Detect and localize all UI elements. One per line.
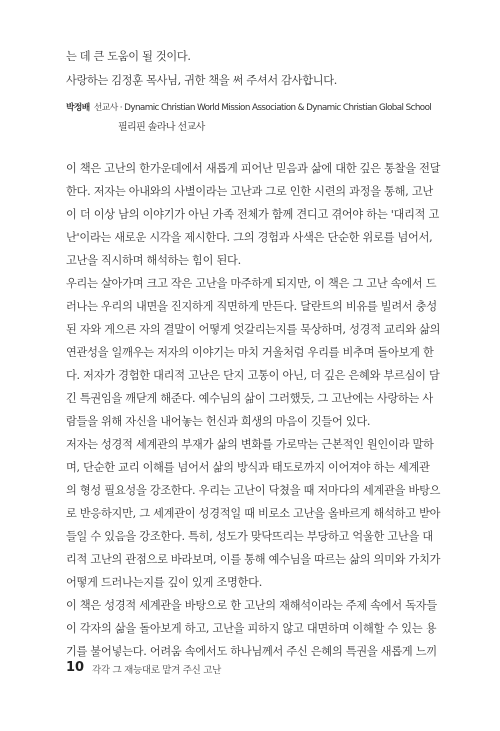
body-line: 된 자와 게으른 자의 결말이 어떻게 엇갈리는지를 묵상하며, 성경적 교리와 삶의 [66,323,441,336]
body-line: 다. 저자가 경험한 대리적 고난은 단지 고통이 아닌, 더 깊은 은혜와 부르심이 담 [66,369,440,382]
author-name: 박정배 [66,103,90,113]
body-line: 로 반응하지만, 그 세계관이 성경적일 때 비로소 고난을 올바르게 해석하고 받아 [66,507,441,520]
body-line: 연관성을 일깨우는 저자의 이야기는 마치 거울처럼 우리를 비추며 돌아보게 한 [66,346,434,359]
body-line: 며, 단순한 교리 이해를 넘어서 삶의 방식과 태도로까지 이어져야 하는 세계관 [66,461,430,474]
author-credit [66,100,431,113]
body-line: 고난을 직시하며 해석하는 힘이 된다. [66,254,241,267]
body-line: 긴 특권임을 깨닫게 해준다. 예수님의 삶이 그러했듯, 그 고난에는 사랑하는 사 [66,392,433,405]
body-line: 러나는 우리의 내면을 진지하게 직면하게 만든다. 달란트의 비유를 빌려서 충성 [66,300,437,313]
body-line: 한다. 저자는 아내와의 사별이라는 고난과 그로 인한 시련의 과정을 통해, 고난 [66,185,433,198]
body-line: 이 책은 성경적 세계관을 바탕으로 한 고난의 재해석이라는 주제 속에서 독자들 [66,599,437,612]
body-line: 이 각자의 삶을 돌아보게 하고, 고난을 피하지 않고 대면하며 이해할 수 있는 용 [66,622,437,635]
intro-line-2: 사랑하는 김정훈 목사님, 귀한 책을 써 주셔서 감사합니다. [66,74,337,87]
page-number: 10 [66,660,85,675]
body-line: 람들을 위해 자신을 내어놓는 헌신과 희생의 마음이 깃들어 있다. [66,415,371,428]
author-location: 필리핀 솔라나 선교사 [118,122,205,133]
body-line: 저자는 성경적 세계관의 부재가 삶의 변화를 가로막는 근본적인 원인이라 말하 [66,438,434,451]
body-line: 어떻게 드러나는지를 깊이 있게 조명한다. [66,576,263,589]
author-affiliation: 선교사 · Dynamic Christian World Mission Association & Dynamic Christian Global School [91,103,432,113]
body-line: 리적 고난의 관점으로 바라보며, 이를 통해 예수님을 따르는 삶의 의미와 가치가 [66,553,441,566]
body-line: 우리는 살아가며 크고 작은 고난을 마주하게 되지만, 이 책은 그 고난 속에서 드 [66,277,437,290]
body-line: 의 형성 필요성을 강조한다. 우리는 고난이 닥쳤을 때 저마다의 세계관을 바탕으 [66,484,441,497]
running-footer-title: 각각 그 재능대로 맡겨 주신 고난 [92,665,222,676]
intro-line-1: 는 데 큰 도움이 될 것이다. [66,50,191,63]
body-line: 들일 수 있음을 강조한다. 특히, 성도가 맞닥뜨리는 부당하고 억울한 고난을 대 [66,530,433,543]
body-line: 이 책은 고난의 한가운데에서 새롭게 피어난 믿음과 삶에 대한 깊은 통찰을 전달 [66,162,441,175]
body-line: 기를 불어넣는다. 어려움 속에서도 하나님께서 주신 은혜의 특권을 새롭게 느끼 [66,645,437,658]
body-line: 이 더 이상 남의 이야기가 아닌 가족 전체가 함께 견디고 겪어야 하는 '대리적 고 [66,208,440,221]
body-line: 난'이라는 새로운 시각을 제시한다. 그의 경험과 사색은 단순한 위로를 넘어서, [66,231,433,244]
